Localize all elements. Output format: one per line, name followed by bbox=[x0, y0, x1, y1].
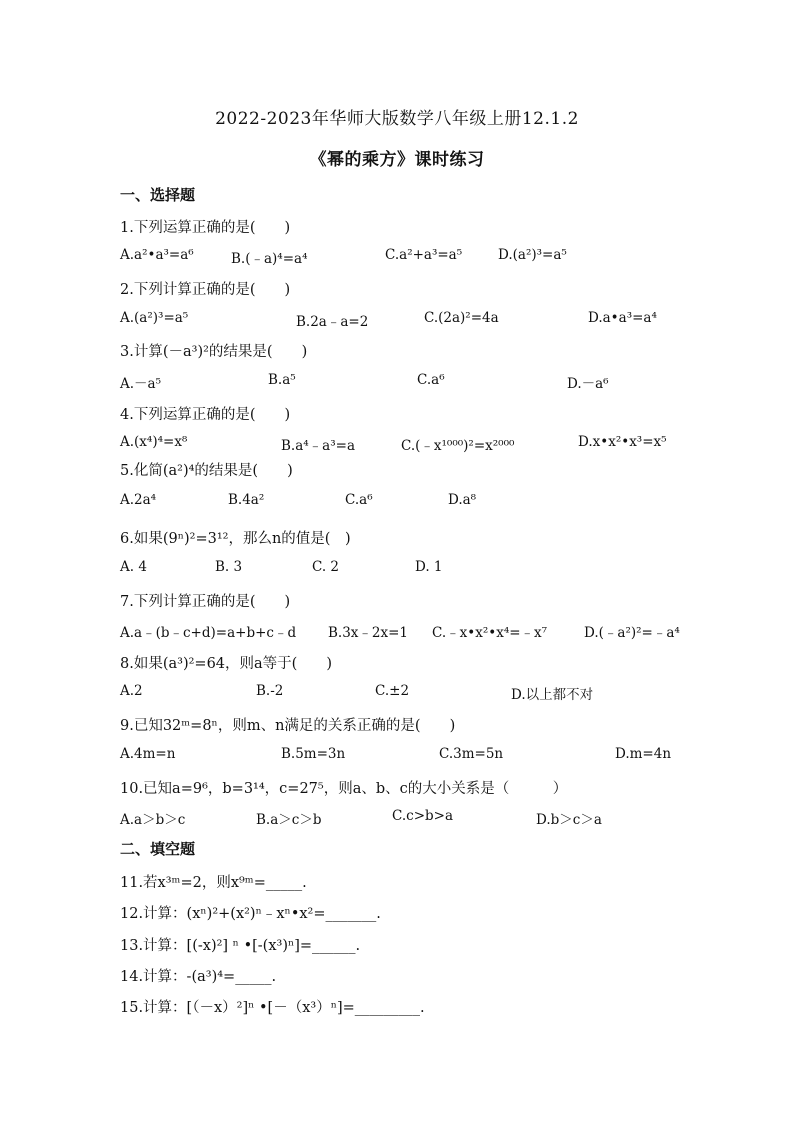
q6-option-c: C. 2 bbox=[312, 559, 340, 575]
q3-option-a: A.－a⁵ bbox=[120, 376, 162, 392]
q4-option-b: B.a⁴﹣a³=a bbox=[281, 438, 355, 454]
question-3: 3.计算(－a³)²的结果是( ) bbox=[120, 344, 308, 360]
question-6: 6.如果(9ⁿ)²=3¹²，那么n的值是( ) bbox=[120, 531, 351, 547]
q10-option-d: D.b＞c＞a bbox=[536, 812, 602, 828]
q10-option-c: C.c>b>a bbox=[392, 808, 454, 824]
q9-option-c: C.3m=5n bbox=[439, 746, 504, 762]
q5-option-c: C.a⁶ bbox=[345, 492, 373, 508]
q4-option-a: A.(x⁴)⁴=x⁸ bbox=[120, 434, 188, 450]
document-subtitle: 《幂的乘方》课时练习 bbox=[309, 150, 485, 170]
q5-option-b: B.4a² bbox=[228, 492, 265, 508]
question-4: 4.下列运算正确的是( ) bbox=[120, 407, 291, 423]
q9-option-a: A.4m=n bbox=[120, 746, 176, 762]
q3-option-b: B.a⁵ bbox=[268, 372, 296, 388]
question-13: 13.计算：[(-x)²] ⁿ •[-(x³)ⁿ]=______. bbox=[120, 938, 361, 954]
q8-option-d: D.以上都不对 bbox=[511, 687, 594, 703]
question-9: 9.已知32ᵐ=8ⁿ，则m、n满足的关系正确的是( ) bbox=[120, 718, 456, 734]
q2-option-d: D.a•a³=a⁴ bbox=[588, 310, 657, 326]
question-11: 11.若x³ᵐ=2，则x⁹ᵐ=_____. bbox=[120, 875, 307, 891]
question-15: 15.计算：[（－x）²]ⁿ •[－（x³）ⁿ]=_________. bbox=[120, 1000, 425, 1016]
q8-option-b: B.-2 bbox=[256, 683, 284, 699]
q10-option-b: B.a＞c＞b bbox=[256, 812, 322, 828]
q1-option-a: A.a²•a³=a⁶ bbox=[120, 247, 194, 263]
q10-option-a: A.a＞b＞c bbox=[120, 812, 186, 828]
q2-option-b: B.2a﹣a=2 bbox=[296, 314, 369, 330]
question-12: 12.计算：(xⁿ)²+(x²)ⁿ﹣xⁿ•x²=_______. bbox=[120, 906, 381, 922]
q1-option-d: D.(a²)³=a⁵ bbox=[498, 247, 567, 263]
q7-option-a: A.a﹣(b﹣c+d)=a+b+c﹣d bbox=[120, 625, 297, 641]
q7-option-d: D.(﹣a²)²=﹣a⁴ bbox=[584, 625, 680, 641]
section-heading-choice: 一、选择题 bbox=[120, 186, 196, 204]
q5-option-a: A.2a⁴ bbox=[120, 492, 157, 508]
q1-option-c: C.a²+a³=a⁵ bbox=[385, 247, 463, 263]
q4-option-d: D.x•x²•x³=x⁵ bbox=[578, 434, 667, 450]
q2-option-c: C.(2a)²=4a bbox=[424, 310, 499, 326]
q2-option-a: A.(a²)³=a⁵ bbox=[120, 310, 189, 326]
question-5: 5.化简(a²)⁴的结果是( ) bbox=[120, 463, 293, 479]
q6-option-b: B. 3 bbox=[215, 559, 243, 575]
q7-option-c: C.﹣x•x²•x⁴=﹣x⁷ bbox=[432, 625, 548, 641]
q5-option-d: D.a⁸ bbox=[448, 492, 477, 508]
section-heading-fill-blank: 二、填空题 bbox=[120, 840, 196, 858]
q1-option-b: B.(﹣a)⁴=a⁴ bbox=[231, 251, 308, 267]
document-title: 2022-2023年华师大版数学八年级上册12.1.2 bbox=[215, 109, 579, 129]
question-2: 2.下列计算正确的是( ) bbox=[120, 282, 291, 298]
q3-option-d: D.－a⁶ bbox=[567, 376, 609, 392]
question-14: 14.计算：-(a³)⁴=_____. bbox=[120, 969, 277, 985]
q8-option-a: A.2 bbox=[120, 683, 143, 699]
question-1: 1.下列运算正确的是( ) bbox=[120, 220, 291, 236]
q8-option-c: C.±2 bbox=[375, 683, 410, 699]
q4-option-c: C.(﹣x¹⁰⁰⁰)²=x²⁰⁰⁰ bbox=[401, 438, 515, 454]
q3-option-c: C.a⁶ bbox=[417, 372, 445, 388]
question-10: 10.已知a=9⁶，b=3¹⁴，c=27⁵，则a、b、c的大小关系是（ ） bbox=[120, 781, 568, 797]
q9-option-d: D.m=4n bbox=[615, 746, 672, 762]
question-8: 8.如果(a³)²=64，则a等于( ) bbox=[120, 656, 332, 672]
question-7: 7.下列计算正确的是( ) bbox=[120, 594, 291, 610]
q7-option-b: B.3x﹣2x=1 bbox=[328, 625, 409, 641]
q6-option-a: A. 4 bbox=[120, 559, 147, 575]
q6-option-d: D. 1 bbox=[415, 559, 443, 575]
q9-option-b: B.5m=3n bbox=[281, 746, 346, 762]
